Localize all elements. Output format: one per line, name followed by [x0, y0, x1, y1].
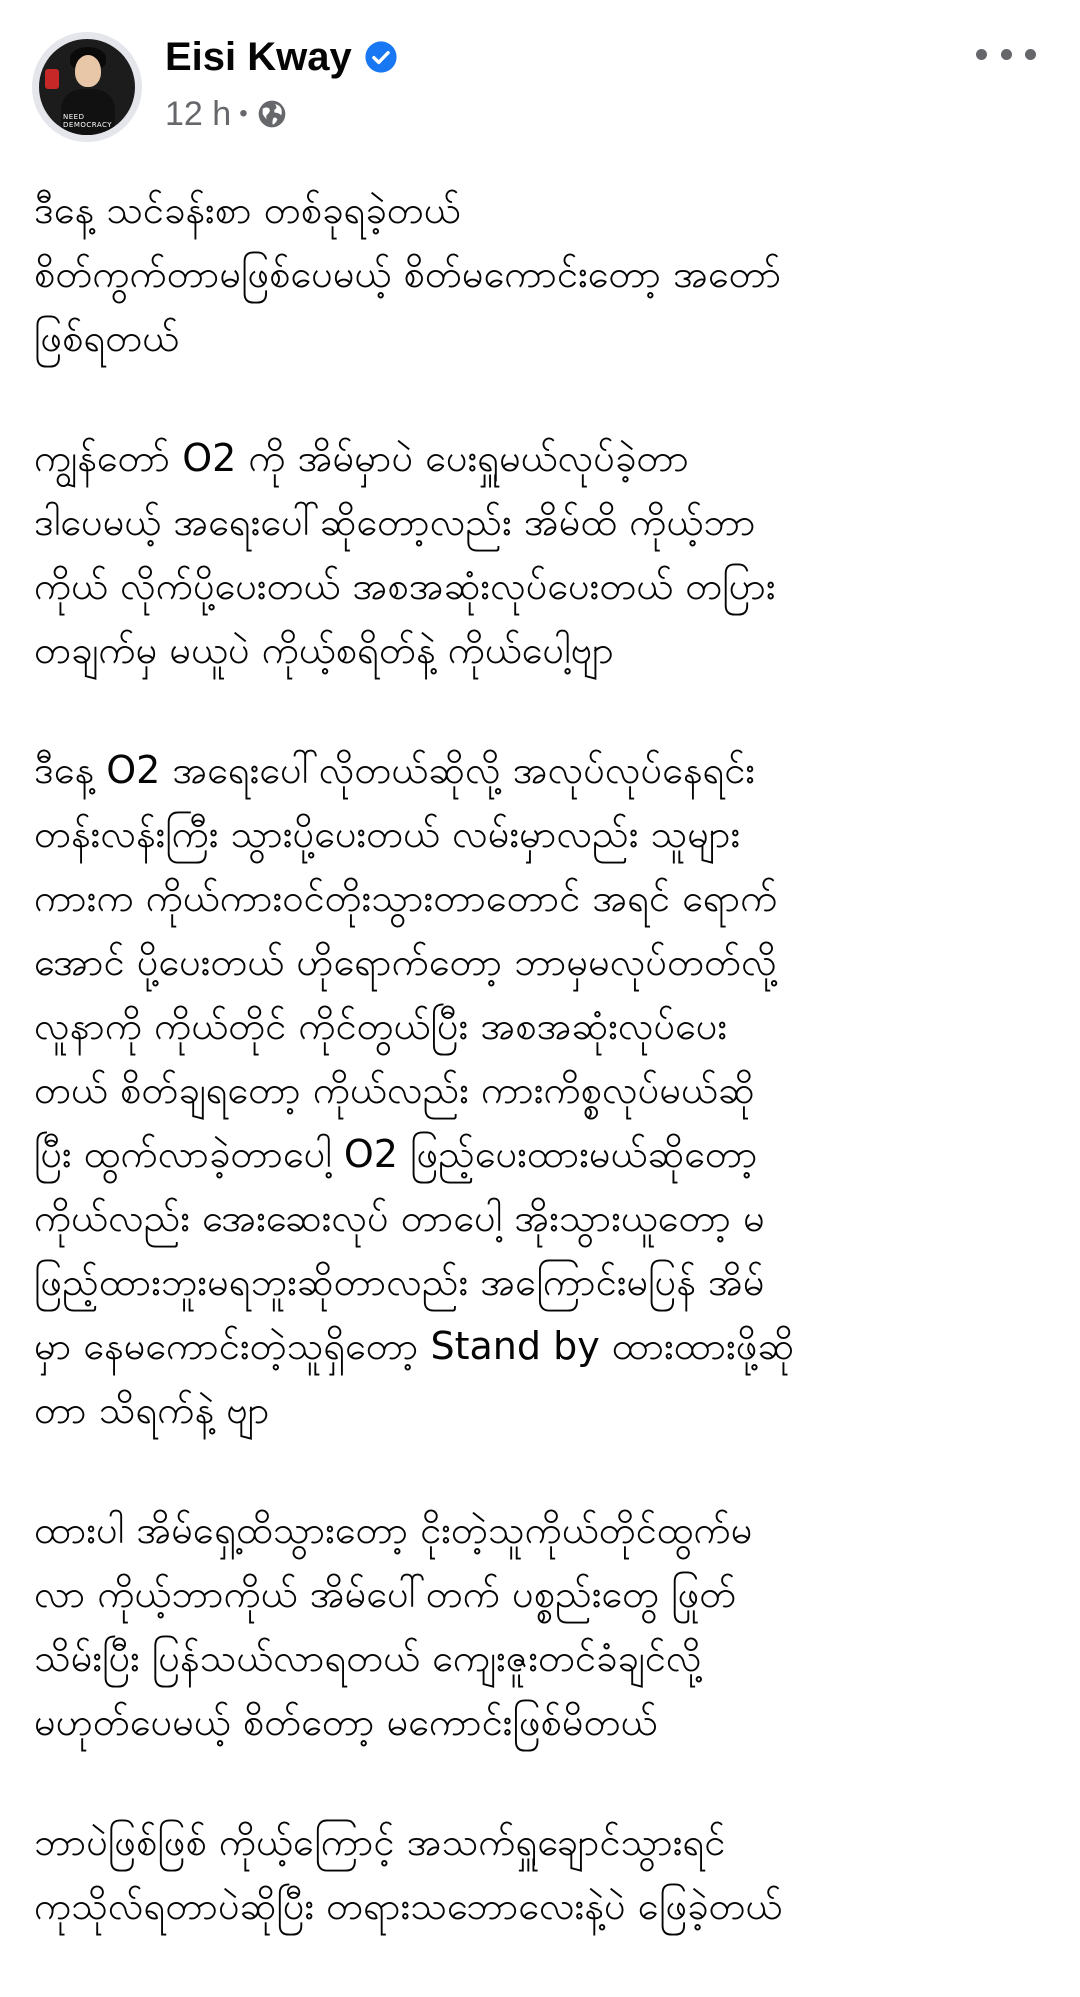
text-line: ကျွန်တော် O2 ကို အိမ်မှာပဲ ပေးရှူမယ်လုပ်ခဲ့တာ [34, 436, 689, 480]
text-line: မဟုတ်ပေမယ့် စိတ်တော့ မကောင်းဖြစ်မိတယ် [34, 1700, 658, 1744]
text-line: ဒီနေ့ သင်ခန်းစာ တစ်ခုရခဲ့တယ် [34, 188, 461, 232]
text-line: ကုသိုလ်ရတာပဲဆိုပြီး တရားသဘောလေးနဲ့ပဲ ဖြေခဲ့တယ် [34, 1884, 783, 1928]
avatar-logo-text: NEED DEMOCRACY [63, 113, 113, 129]
text-line: စိတ်ကွက်တာမဖြစ်ပေမယ့် စိတ်မကောင်းတော့ အတော် [34, 252, 782, 296]
post-header [0, 0, 1080, 140]
text-line: တချက်မှ မယူပဲ ကိုယ့်စရိတ်နဲ့ ကိုယ်ပေါ့ဗျာ [34, 628, 615, 672]
text-line: ကိုယ် လိုက်ပို့ပေးတယ် အစအဆုံးလုပ်ပေးတယ် တပြား [34, 564, 776, 608]
avatar-face [75, 55, 101, 87]
text-line: ကားက ကိုယ်ကားဝင်တိုးသွားတာတောင် အရင် ရောက် [34, 876, 778, 920]
text-line: ဒီနေ့ O2 အရေးပေါ်လိုတယ်ဆိုလို့ အလုပ်လုပ်နေရင်း [34, 748, 756, 792]
text-line: ဘာပဲဖြစ်ဖြစ် ကိုယ့်ကြောင့် အသက်ရှူချောင်သွားရင် [34, 1820, 726, 1864]
text-line: ပြီး ထွက်လာခဲ့တာပေါ့ O2 ဖြည့်ပေးထားမယ်ဆိုတော့ [34, 1132, 758, 1176]
text-line: တာ သိရက်နဲ့ ဗျာ [34, 1388, 270, 1432]
post-timestamp[interactable]: 12 h [165, 94, 232, 133]
text-line: ထားပါ အိမ်ရှေ့ထိသွားတော့ ငိုးတဲ့သူကိုယ်တိုင်ထွက်မ [34, 1508, 753, 1552]
avatar-image [39, 39, 135, 135]
meta-separator: • [239, 100, 248, 127]
text-line: ဖြည့်ထားဘူးမရဘူးဆိုတာလည်း အကြောင်းမပြန် အိမ် [34, 1260, 765, 1304]
more-horizontal-icon-dot [1001, 49, 1012, 60]
text-line: သိမ်းပြီး ပြန်သယ်လာရတယ် ကျေးဇူးတင်ခံချင်လို့ [34, 1636, 702, 1680]
paragraph [34, 1810, 1054, 1938]
text-line: တယ် စိတ်ချရတော့ ကိုယ်လည်း ကားကိစ္စလုပ်မယ်ဆို [34, 1068, 755, 1112]
avatar-red-mark [45, 69, 59, 89]
post-text [34, 178, 1054, 1994]
text-line: မှာ နေမကောင်းတဲ့သူရှိတော့ Stand by ထားထားဖို့ဆို [34, 1324, 795, 1368]
more-horizontal-icon [976, 49, 987, 60]
text-line: တန်းလန်းကြီး သွားပို့ပေးတယ် လမ်းမှာလည်း သူများ [34, 812, 741, 856]
paragraph [34, 178, 1054, 370]
author-name[interactable]: Eisi Kway [165, 35, 352, 79]
text-line: ဖြစ်ရတယ် [34, 316, 180, 360]
more-options-button[interactable] [976, 36, 1036, 72]
text-line: လာ ကိုယ့်ဘာကိုယ် အိမ်ပေါ်တက် ပစ္စည်းတွေ ဖြုတ် [34, 1572, 737, 1616]
paragraph [34, 738, 1054, 1442]
text-line: အောင် ပို့ပေးတယ် ဟိုရောက်တော့ ဘာမှမလုပ်တတ်လို့ [34, 940, 777, 984]
globe-icon[interactable] [256, 98, 288, 130]
post-meta [165, 94, 288, 134]
paragraph [34, 1498, 1054, 1754]
verified-badge-icon [364, 40, 398, 74]
text-line: လူနာကို ကိုယ်တိုင် ကိုင်တွယ်ပြီး အစအဆုံးလုပ်ပေး [34, 1004, 728, 1048]
avatar[interactable] [32, 32, 142, 142]
more-horizontal-icon-dot [1025, 49, 1036, 60]
text-line: ဒါပေမယ့် အရေးပေါ်ဆိုတော့လည်း အိမ်ထိ ကိုယ့်ဘာ [34, 500, 756, 544]
text-line: ကိုယ်လည်း အေးဆေးလုပ် တာပေါ့ အိုးသွားယူတော့ မ [34, 1196, 765, 1240]
paragraph [34, 426, 1054, 682]
